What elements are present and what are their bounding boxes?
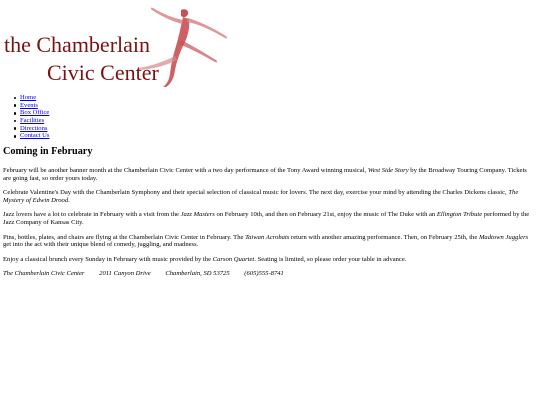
nav-item-events <box>20 102 50 110</box>
show-title: Carson Quartet <box>212 255 255 263</box>
nav-item-contact-us <box>20 132 50 140</box>
paragraph-acrobats <box>3 234 535 249</box>
nav-link-contact-us[interactable]: Contact Us <box>20 132 50 140</box>
show-title: Taiwan Acrobats <box>245 233 290 241</box>
footer-city: Chamberlain, SD 53725 <box>165 270 230 278</box>
text: . <box>68 196 70 204</box>
nav-link-events[interactable]: Events <box>20 101 38 109</box>
main-content <box>3 167 535 285</box>
text: Pins, bottles, plates, and chairs are flying at the Chamberlain Civic Center in February. The <box>3 233 246 241</box>
text: . Seating is limited, so please order your table in advance. <box>254 255 407 263</box>
banner-line2: Civic Center <box>47 60 159 85</box>
show-title: The Mystery of Edwin Drood <box>3 189 519 204</box>
show-title: Jazz Masters <box>180 211 215 219</box>
paragraph-brunch <box>3 256 535 264</box>
text: performed by the Jazz Company of Kansas City. <box>3 211 530 226</box>
paragraph-valentines <box>3 189 535 204</box>
text: Celebrate Valentine's Day with the Chamberlain Symphony and their special selection of classical music for lovers. The next day, exercise your mind by attending the Charles Dickens classic, <box>3 189 509 197</box>
paragraph-jazz <box>3 211 535 226</box>
nav-link-box-office[interactable]: Box Office <box>20 109 50 117</box>
text: Enjoy a classical brunch every Sunday in February with music provided by the <box>3 255 213 263</box>
nav-link-home[interactable]: Home <box>20 94 37 101</box>
footer-phone: (605)555-8741 <box>244 270 284 278</box>
footer-name: The Chamberlain Civic Center <box>3 270 85 278</box>
nav-item-box-office <box>20 109 50 117</box>
nav-link-facilities[interactable]: Facilities <box>20 117 45 125</box>
nav-item-directions <box>20 125 50 133</box>
nav-item-home <box>20 94 50 102</box>
banner-line1: the Chamberlain <box>4 32 151 57</box>
text: Jazz lovers have a lot to celebrate in February with a visit from the <box>3 211 181 219</box>
main-nav <box>20 94 50 140</box>
footer-address <box>3 270 535 278</box>
text: return with another amazing performance. Then, on February 25th, the <box>289 233 479 241</box>
text: February will be another banner month at the Chamberlain Civic Center with a two day performance of the Tony Award winning musical, <box>3 167 368 174</box>
nav-item-facilities <box>20 117 50 125</box>
text: on February 10th, and then on February 21st, enjoy the music of The Duke with an <box>214 211 437 219</box>
nav-link-directions[interactable]: Directions <box>20 124 48 132</box>
paragraph-west-side-story <box>3 167 535 182</box>
show-title: Madtown Jugglers <box>478 233 529 241</box>
text: get into the act with their unique blend of comedy, juggling, and madness. <box>3 241 199 249</box>
text: by the Broadway Touring Company. Tickets are going fast, so order yours today. <box>3 167 527 182</box>
banner-logo <box>3 4 235 88</box>
show-title: Ellington Tribute <box>436 211 483 219</box>
footer-street: 2011 Canyon Drive <box>99 270 151 278</box>
show-title: West Side Story <box>367 167 409 174</box>
page-heading: Coming in February <box>3 146 93 157</box>
site-banner <box>3 4 235 88</box>
